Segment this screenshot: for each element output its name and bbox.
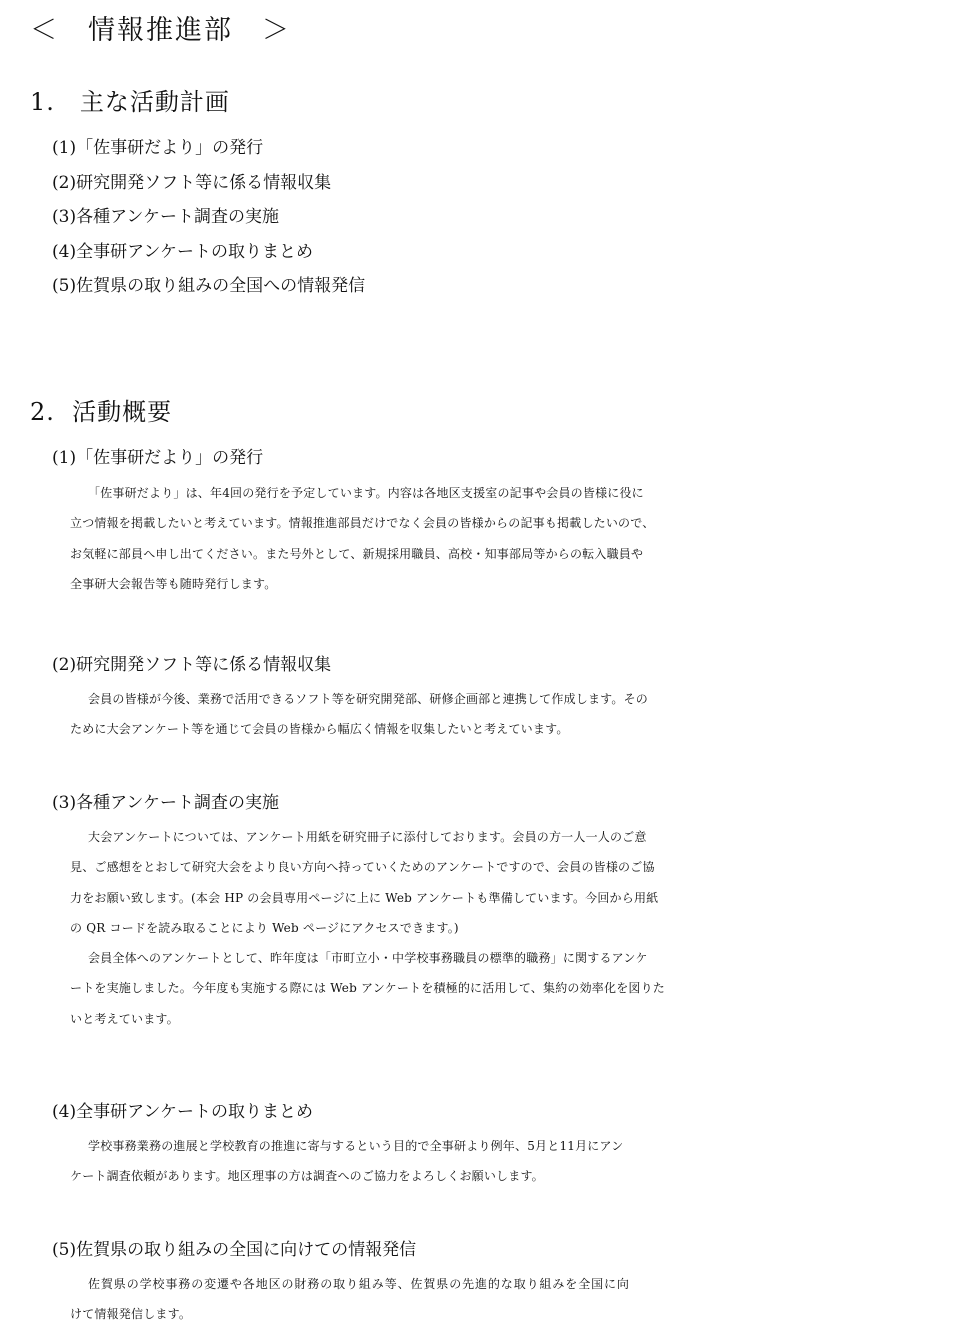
plan-item: (5)佐賀県の取り組みの全国への情報発信	[52, 276, 366, 297]
paragraph-line: 学校事務業務の進展と学校教育の推進に寄与するという目的で全事研より例年、5月と11月にアン	[88, 1139, 624, 1153]
subsection-paragraph	[70, 822, 960, 1034]
paragraph-line: の QR コードを読み取ることにより Web ページにアクセスできます。)	[70, 920, 459, 935]
paragraph-line: 全事研大会報告等も随時発行します。	[70, 576, 277, 591]
subsection-title: (2)研究開発ソフト等に係る情報収集	[52, 655, 332, 675]
subsection-title: (3)各種アンケート調査の実施	[52, 793, 280, 813]
subsection-title: (1)「佐事研だより」の発行	[52, 448, 264, 468]
section-heading-activity-plan: 1. 主な活動計画	[30, 88, 230, 116]
plan-item: (1)「佐事研だより」の発行	[52, 138, 264, 158]
paragraph-line: 見、ご感想をとおして研究大会をより良い方向へ持っていくためのアンケートですので、会員の皆様のご協	[70, 860, 655, 875]
paragraph-line: 力をお願い致します。(本会 HP の会員専用ページに上に Web アンケートも準備しています。今回から用紙	[70, 890, 659, 905]
paragraph-line: 会員全体へのアンケートとして、昨年度は「市町立小・中学校事務職員の標準的職務」に関するアンケ	[88, 951, 648, 966]
subsection-paragraph	[70, 684, 960, 745]
section-heading-activity-overview: 2. 活動概要	[30, 398, 173, 426]
paragraph-line: 大会アンケートについては、アンケート用紙を研究冊子に添付しております。会員の方一人一人のご意	[88, 830, 647, 844]
subsection-paragraph	[70, 1269, 960, 1330]
subsection-title: (5)佐賀県の取り組みの全国に向けての情報発信	[52, 1240, 417, 1260]
subsection-title: (4)全事研アンケートの取りまとめ	[52, 1102, 314, 1122]
department-title: ＜ 情報推進部 ＞	[30, 15, 291, 46]
paragraph-line: いと考えています。	[70, 1011, 179, 1026]
plan-item: (2)研究開発ソフト等に係る情報収集	[52, 172, 332, 193]
paragraph-line: ケート調査依頼があります。地区理事の方は調査へのご協力をよろしくお願いします。	[70, 1169, 544, 1184]
subsection-paragraph	[70, 1131, 960, 1192]
activity-plan-list	[52, 135, 365, 308]
paragraph-line: 会員の皆様が今後、業務で活用できるソフト等を研究開発部、研修企画部と連携して作成します。その	[88, 692, 649, 706]
paragraph-line: 佐賀県の学校事務の変遷や各地区の財務の取り組み等、佐賀県の先進的な取り組みを全国に向	[88, 1277, 630, 1291]
paragraph-line: ートを実施しました。今年度も実施する際には Web アンケートを積極的に活用して、集約の効率化を図りた	[70, 981, 666, 996]
plan-item: (3)各種アンケート調査の実施	[52, 207, 280, 228]
paragraph-line: お気軽に部員へ申し出てください。また号外として、新規採用職員、高校・知事部局等からの転入職員や	[70, 546, 644, 561]
paragraph-line: 立つ情報を掲載したいと考えています。情報推進部員だけでなく会員の皆様からの記事も掲載したいので、	[70, 516, 655, 531]
paragraph-line: ために大会アンケート等を通じて会員の皆様から幅広く情報を収集したいと考えています。	[70, 722, 569, 737]
paragraph-line: けて情報発信します。	[70, 1307, 192, 1322]
subsection-paragraph	[70, 478, 960, 599]
plan-item: (4)全事研アンケートの取りまとめ	[52, 241, 314, 262]
paragraph-line: 「佐事研だより」は、年4回の発行を予定しています。内容は各地区支援室の記事や会員の皆様に役に	[88, 486, 644, 500]
